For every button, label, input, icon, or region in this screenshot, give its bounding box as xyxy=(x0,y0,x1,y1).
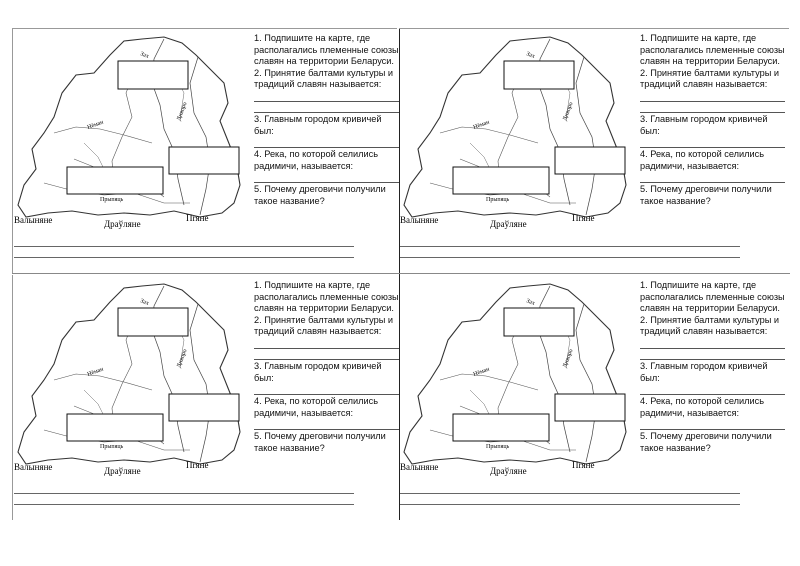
label-river-prypyat: Прыпяць xyxy=(100,444,124,450)
label-river-neman: Нёман xyxy=(472,366,491,378)
answer-box-right[interactable] xyxy=(169,394,239,421)
label-river-dnepr: Дняпро xyxy=(176,101,189,122)
worksheet-card-3 xyxy=(14,280,399,525)
answer-box-top[interactable] xyxy=(118,61,188,89)
answer-line-2[interactable] xyxy=(14,257,354,258)
label-pryane: Пrяне xyxy=(186,213,209,223)
worksheet-card-4 xyxy=(400,280,785,525)
worksheet-card-2 xyxy=(400,33,785,278)
question-5: 5. Почему дреговичи получили такое название? xyxy=(640,184,772,206)
worksheet-card-1 xyxy=(14,33,399,278)
label-river-dzvina: Зах xyxy=(525,51,536,60)
answer-box-left[interactable] xyxy=(453,414,549,441)
label-drevlyane: Драўляне xyxy=(490,466,527,476)
question-1: 1. Подпишите на карте, где располагались племенные союзы славян на территории Беларуси. xyxy=(254,33,399,67)
blank-q2-line1[interactable] xyxy=(640,92,785,102)
blank-q3[interactable] xyxy=(254,385,399,395)
label-volynyane: Валыняне xyxy=(400,462,439,472)
answer-line-1[interactable] xyxy=(14,246,354,247)
question-1: 1. Подпишите на карте, где располагались племенные союзы славян на территории Беларуси. xyxy=(640,33,785,67)
label-river-dnepr: Дняпро xyxy=(176,348,189,369)
question-2: 2. Принятие балтами культуры и традиций славян называется: xyxy=(254,314,393,337)
question-5: 5. Почему дреговичи получили такое название? xyxy=(640,431,772,453)
answer-box-left[interactable] xyxy=(453,167,549,194)
answer-box-right[interactable] xyxy=(169,147,239,174)
blank-q2-line1[interactable] xyxy=(254,92,399,102)
question-2: 2. Принятие балтами культуры и традиций славян называется: xyxy=(640,314,779,337)
question-2: 2. Принятие балтами культуры и традиций славян называется: xyxy=(254,67,393,90)
label-river-neman: Нёман xyxy=(86,119,105,131)
label-drevlyane: Драўляне xyxy=(104,466,141,476)
label-volynyane: Валыняне xyxy=(400,215,439,225)
label-pryane: Пrяне xyxy=(572,460,595,470)
label-river-prypyat: Прыпяць xyxy=(100,197,124,203)
label-river-neman: Нёман xyxy=(86,366,105,378)
label-river-prypyat: Прыпяць xyxy=(486,444,510,450)
answer-line-2[interactable] xyxy=(400,504,740,505)
question-4: 4. Река, по которой селились радимичи, называется: xyxy=(640,396,765,418)
belarus-map xyxy=(400,280,635,495)
label-pryane: Пrяне xyxy=(572,213,595,223)
blank-q2-line2[interactable] xyxy=(640,103,785,113)
frame-left-bottom xyxy=(12,275,13,520)
belarus-map xyxy=(14,280,249,495)
blank-q3[interactable] xyxy=(640,385,785,395)
answer-box-top[interactable] xyxy=(118,308,188,336)
label-pryane: Пrяне xyxy=(186,460,209,470)
question-4: 4. Река, по которой селились радимичи, называется: xyxy=(254,149,379,171)
blank-q3[interactable] xyxy=(254,138,399,148)
label-river-dzvina: Зах xyxy=(139,298,150,307)
answer-box-left[interactable] xyxy=(67,414,163,441)
blank-q2-line2[interactable] xyxy=(640,350,785,360)
belarus-map xyxy=(14,33,249,248)
blank-q2-line1[interactable] xyxy=(254,339,399,349)
blank-q4[interactable] xyxy=(640,173,785,183)
blank-q2-line2[interactable] xyxy=(254,350,399,360)
blank-q4[interactable] xyxy=(254,173,399,183)
label-river-neman: Нёман xyxy=(472,119,491,131)
blank-q2-line1[interactable] xyxy=(640,339,785,349)
answer-box-top[interactable] xyxy=(504,61,574,89)
belarus-map xyxy=(400,33,635,248)
question-4: 4. Река, по которой селились радимичи, называется: xyxy=(640,149,765,171)
label-river-dnepr: Дняпро xyxy=(562,348,575,369)
answer-line-1[interactable] xyxy=(400,246,740,247)
frame-top-right xyxy=(399,28,789,29)
label-drevlyane: Драўляне xyxy=(490,219,527,229)
blank-q4[interactable] xyxy=(254,420,399,430)
frame-top-left xyxy=(12,28,397,29)
questions-block xyxy=(640,33,785,208)
question-1: 1. Подпишите на карте, где располагались племенные союзы славян на территории Беларуси. xyxy=(640,280,785,314)
label-river-dzvina: Зах xyxy=(139,51,150,60)
label-drevlyane: Драўляне xyxy=(104,219,141,229)
label-river-dzvina: Зах xyxy=(525,298,536,307)
label-volynyane: Валыняне xyxy=(14,462,53,472)
question-5: 5. Почему дреговичи получили такое название? xyxy=(254,431,386,453)
question-5: 5. Почему дреговичи получили такое название? xyxy=(254,184,386,206)
answer-line-1[interactable] xyxy=(400,493,740,494)
answer-line-2[interactable] xyxy=(400,257,740,258)
question-3: 3. Главным городом кривичей был: xyxy=(640,113,768,136)
question-3: 3. Главным городом кривичей был: xyxy=(640,360,768,383)
question-3: 3. Главным городом кривичей был: xyxy=(254,113,382,136)
label-river-prypyat: Прыпяць xyxy=(486,197,510,203)
questions-block xyxy=(254,280,399,455)
blank-q2-line2[interactable] xyxy=(254,103,399,113)
question-2: 2. Принятие балтами культуры и традиций славян называется: xyxy=(640,67,779,90)
label-river-dnepr: Дняпро xyxy=(562,101,575,122)
answer-line-2[interactable] xyxy=(14,504,354,505)
answer-box-left[interactable] xyxy=(67,167,163,194)
label-volynyane: Валыняне xyxy=(14,215,53,225)
answer-line-1[interactable] xyxy=(14,493,354,494)
answer-box-right[interactable] xyxy=(555,147,625,174)
blank-q3[interactable] xyxy=(640,138,785,148)
frame-left-top xyxy=(12,28,13,273)
question-4: 4. Река, по которой селились радимичи, называется: xyxy=(254,396,379,418)
answer-box-top[interactable] xyxy=(504,308,574,336)
questions-block xyxy=(254,33,399,208)
questions-block xyxy=(640,280,785,455)
question-1: 1. Подпишите на карте, где располагались племенные союзы славян на территории Беларуси. xyxy=(254,280,399,314)
answer-box-right[interactable] xyxy=(555,394,625,421)
question-3: 3. Главным городом кривичей был: xyxy=(254,360,382,383)
blank-q4[interactable] xyxy=(640,420,785,430)
